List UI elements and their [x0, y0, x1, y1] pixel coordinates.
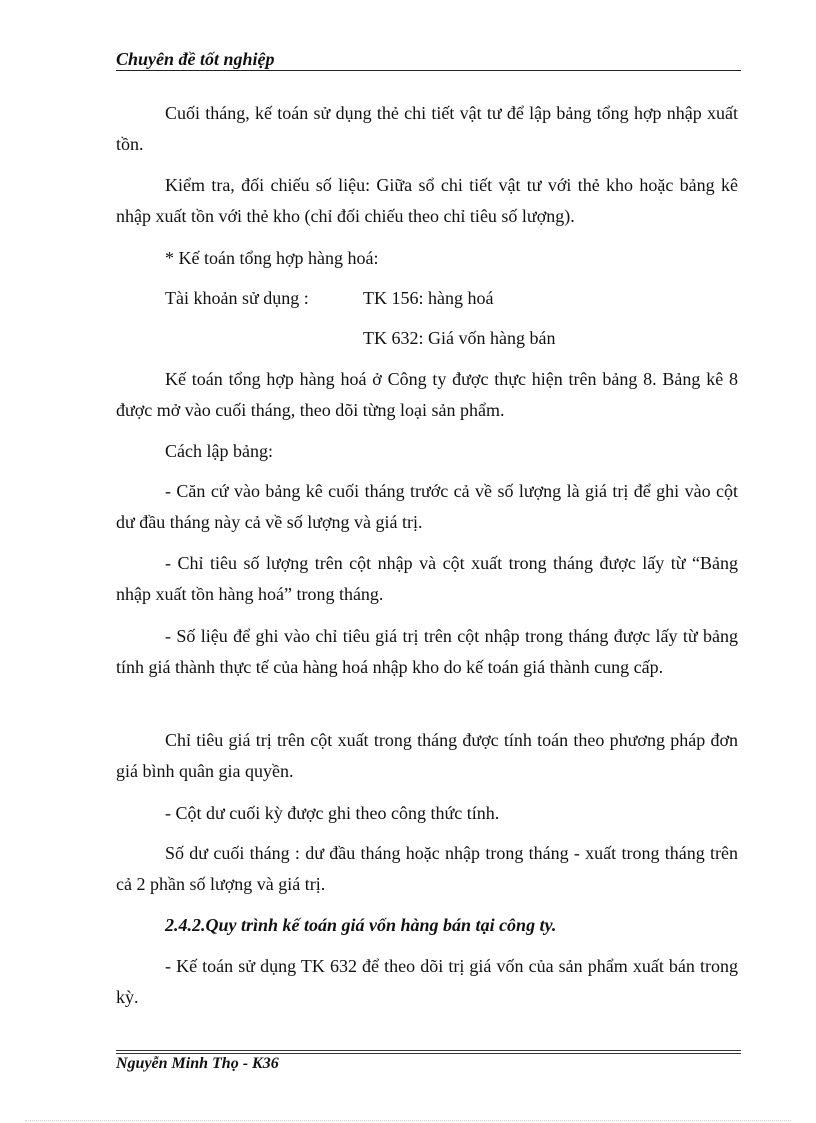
- paragraph-2: Kiểm tra, đối chiếu số liệu: Giữa sổ chi tiết vật tư với thẻ kho hoặc bảng kê nhập xuất tồn với thẻ kho (chỉ đối chiếu theo chỉ tiêu số lượng).: [116, 175, 738, 226]
- paragraph-7: - Chỉ tiêu số lượng trên cột nhập và cột xuất trong tháng được lấy từ “Bảng nhập xuất tồn hàng hoá” trong tháng.: [116, 553, 738, 604]
- footer-rule-bottom: [116, 1053, 741, 1054]
- paragraph-10: - Cột dư cuối kỳ được ghi theo công thức tính.: [165, 803, 500, 823]
- account-item-632: TK 632: Giá vốn hàng bán: [363, 328, 556, 348]
- page-edge: [25, 1120, 791, 1121]
- section-heading: 2.4.2.Quy trình kế toán giá vốn hàng bán tại công ty.: [165, 915, 557, 935]
- paragraph-8: - Số liệu để ghi vào chỉ tiêu giá trị trên cột nhập trong tháng được lấy từ bảng tính giá thành thực tế của hàng hoá nhập kho do kế toán giá thành cung cấp.: [116, 626, 738, 677]
- page-footer: Nguyễn Minh Thọ - K36: [116, 1055, 279, 1072]
- paragraph-11: Số dư cuối tháng : dư đầu tháng hoặc nhập trong tháng - xuất trong tháng trên cả 2 phần số lượng và giá trị.: [116, 843, 738, 894]
- paragraph-5: Cách lập bảng:: [165, 441, 273, 461]
- paragraph-4: Kế toán tổng hợp hàng hoá ở Công ty được thực hiện trên bảng 8. Bảng kê 8 được mở vào cuối tháng, theo dõi từng loại sản phẩm.: [116, 369, 738, 420]
- account-label: Tài khoản sử dụng :: [165, 288, 309, 308]
- account-item-156: TK 156: hàng hoá: [363, 288, 494, 308]
- paragraph-6: - Căn cứ vào bảng kê cuối tháng trước cả về số lượng là giá trị để ghi vào cột dư đầu tháng này cả về số lượng và giá trị.: [116, 481, 738, 532]
- paragraph-1: Cuối tháng, kế toán sử dụng thẻ chi tiết vật tư để lập bảng tổng hợp nhập xuất tồn.: [116, 103, 738, 154]
- header-rule: [116, 70, 741, 71]
- paragraph-9: Chỉ tiêu giá trị trên cột xuất trong tháng được tính toán theo phương pháp đơn giá bình quân gia quyền.: [116, 730, 738, 781]
- paragraph-12: - Kế toán sử dụng TK 632 để theo dõi trị giá vốn của sản phẩm xuất bán trong kỳ.: [116, 956, 738, 1007]
- paragraph-3: * Kế toán tổng hợp hàng hoá:: [165, 248, 379, 268]
- page-header: Chuyên đề tốt nghiệp: [116, 49, 275, 69]
- footer-rule-top: [116, 1050, 741, 1051]
